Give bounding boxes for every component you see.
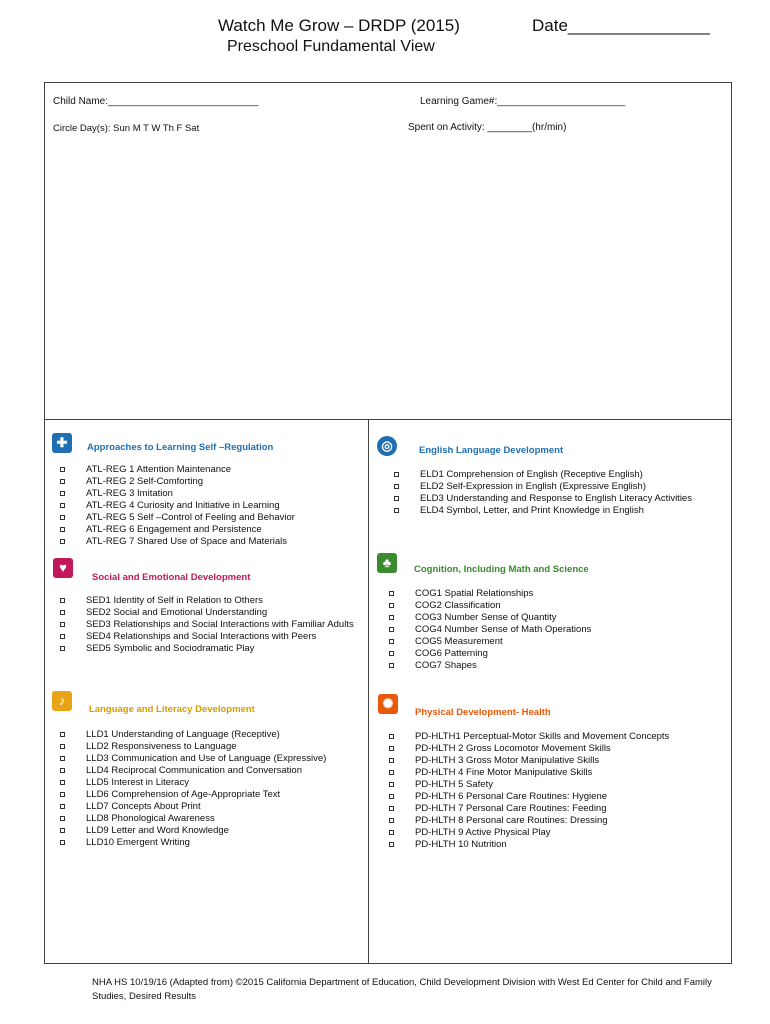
checkbox[interactable] xyxy=(394,472,399,477)
lld-item xyxy=(60,741,360,753)
atl-item-label: ATL-REG 7 Shared Use of Space and Materials xyxy=(86,536,288,547)
eld-item-label: ELD4 Symbol, Letter, and Print Knowledge in English xyxy=(420,505,644,516)
eld-section-title: English Language Development xyxy=(419,445,564,456)
checkbox[interactable] xyxy=(60,527,65,532)
checkbox[interactable] xyxy=(389,603,394,608)
pd-section-title: Physical Development- Health xyxy=(415,707,551,718)
checkbox[interactable] xyxy=(394,508,399,513)
eld-item xyxy=(394,505,724,517)
cog-item xyxy=(389,660,719,672)
atl-item xyxy=(60,488,360,500)
book-icon: ♪ xyxy=(52,691,72,711)
child-name-field[interactable]: Child Name:___________________________ xyxy=(53,96,259,107)
checkbox[interactable] xyxy=(60,780,65,785)
lld-item-label: LLD10 Emergent Writing xyxy=(86,837,190,848)
cog-item-label: COG1 Spatial Relationships xyxy=(415,588,534,599)
pd-item xyxy=(389,839,719,851)
eld-item-label: ELD3 Understanding and Response to English Literacy Activities xyxy=(420,493,692,504)
cog-item-list xyxy=(389,588,719,672)
lld-item xyxy=(60,825,360,837)
cog-item-label: COG3 Number Sense of Quantity xyxy=(415,612,557,623)
pd-item xyxy=(389,815,719,827)
pd-item xyxy=(389,827,719,839)
atl-item xyxy=(60,524,360,536)
checkbox[interactable] xyxy=(394,484,399,489)
lld-item-label: LLD1 Understanding of Language (Receptive) xyxy=(86,729,280,740)
cog-item xyxy=(389,648,719,660)
pd-item xyxy=(389,791,719,803)
checkbox[interactable] xyxy=(60,479,65,484)
puzzle-icon: ✚ xyxy=(52,433,72,453)
sed-item-label: SED1 Identity of Self in Relation to Others xyxy=(86,595,263,606)
atl-item xyxy=(60,476,360,488)
footer-note: NHA HS 10/19/16 (Adapted from) ©2015 California Department of Education, Child Development Division with West Ed Center for Child and Family Studies, Desired Results xyxy=(92,977,712,1002)
sed-item xyxy=(60,631,360,643)
checkbox[interactable] xyxy=(60,491,65,496)
checkbox[interactable] xyxy=(60,622,65,627)
cog-item xyxy=(389,600,719,612)
lld-item xyxy=(60,729,360,741)
atl-item-label: ATL-REG 2 Self-Comforting xyxy=(86,476,204,487)
checkbox[interactable] xyxy=(389,615,394,620)
pd-item-label: PD-HLTH 3 Gross Motor Manipulative Skills xyxy=(415,755,600,766)
checkbox[interactable] xyxy=(60,610,65,615)
pd-item-label: PD-HLTH 6 Personal Care Routines: Hygiene xyxy=(415,791,608,802)
pd-item xyxy=(389,803,719,815)
checkbox[interactable] xyxy=(389,734,394,739)
cog-item-label: COG7 Shapes xyxy=(415,660,477,671)
checkbox[interactable] xyxy=(389,842,394,847)
heart-icon: ♥ xyxy=(53,558,73,578)
checkbox[interactable] xyxy=(389,770,394,775)
checkbox[interactable] xyxy=(60,756,65,761)
atl-item-label: ATL-REG 4 Curiosity and Initiative in Learning xyxy=(86,500,280,511)
pd-item xyxy=(389,731,719,743)
pd-item xyxy=(389,779,719,791)
sed-section-title: Social and Emotional Development xyxy=(92,572,251,583)
section-divider xyxy=(44,419,732,420)
sun-icon: ✺ xyxy=(378,694,398,714)
checkbox[interactable] xyxy=(60,515,65,520)
atl-item xyxy=(60,464,360,476)
eld-item xyxy=(394,481,724,493)
cog-item xyxy=(389,612,719,624)
checkbox[interactable] xyxy=(389,651,394,656)
lld-item xyxy=(60,753,360,765)
sed-item-list xyxy=(60,595,360,655)
eld-item xyxy=(394,469,724,481)
eld-item xyxy=(394,493,724,505)
atl-item-label: ATL-REG 1 Attention Maintenance xyxy=(86,464,232,475)
lld-item xyxy=(60,837,360,849)
atl-item xyxy=(60,536,360,548)
lld-item-list xyxy=(60,729,360,849)
pd-item-label: PD-HLTH 4 Fine Motor Manipulative Skills xyxy=(415,767,593,778)
sed-item xyxy=(60,595,360,607)
checkbox[interactable] xyxy=(60,840,65,845)
atl-section-title: Approaches to Learning Self –Regulation xyxy=(87,442,274,453)
lld-item-label: LLD8 Phonological Awareness xyxy=(86,813,215,824)
cog-section-title: Cognition, Including Math and Science xyxy=(414,564,589,575)
checkbox[interactable] xyxy=(60,768,65,773)
checkbox[interactable] xyxy=(60,816,65,821)
pd-item xyxy=(389,755,719,767)
sed-item-label: SED3 Relationships and Social Interactions with Familiar Adults xyxy=(86,619,354,630)
lld-item xyxy=(60,765,360,777)
checkbox[interactable] xyxy=(389,806,394,811)
checkbox[interactable] xyxy=(389,663,394,668)
checkbox[interactable] xyxy=(60,634,65,639)
lld-section-title: Language and Literacy Development xyxy=(89,704,255,715)
checkbox[interactable] xyxy=(60,467,65,472)
cog-item xyxy=(389,636,719,648)
column-divider xyxy=(368,419,369,964)
sed-item xyxy=(60,607,360,619)
lld-item xyxy=(60,801,360,813)
cog-item-label: COG6 Patterning xyxy=(415,648,488,659)
checkbox[interactable] xyxy=(60,646,65,651)
atl-item-label: ATL-REG 6 Engagement and Persistence xyxy=(86,524,262,535)
sed-item xyxy=(60,619,360,631)
pd-item-label: PD-HLTH1 Perceptual-Motor Skills and Movement Concepts xyxy=(415,731,670,742)
pd-item-label: PD-HLTH 8 Personal care Routines: Dressing xyxy=(415,815,608,826)
eld-item-label: ELD2 Self-Expression in English (Expressive English) xyxy=(420,481,646,492)
lld-item-label: LLD7 Concepts About Print xyxy=(86,801,201,812)
pd-item xyxy=(389,743,719,755)
pd-item-label: PD-HLTH 7 Personal Care Routines: Feeding xyxy=(415,803,607,814)
spent-on-activity-field[interactable]: Spent on Activity: ________(hr/min) xyxy=(408,122,567,133)
cog-item-label: COG5 Measurement xyxy=(415,636,503,647)
cog-item xyxy=(389,624,719,636)
atl-item xyxy=(60,512,360,524)
checkbox[interactable] xyxy=(389,639,394,644)
checkbox[interactable] xyxy=(60,792,65,797)
checkbox[interactable] xyxy=(389,591,394,596)
sed-item xyxy=(60,643,360,655)
pd-item-list xyxy=(389,731,719,851)
eld-item-label: ELD1 Comprehension of English (Receptive English) xyxy=(420,469,643,480)
checkbox[interactable] xyxy=(60,732,65,737)
pd-item-label: PD-HLTH 10 Nutrition xyxy=(415,839,507,850)
cog-item-label: COG4 Number Sense of Math Operations xyxy=(415,624,592,635)
lld-item xyxy=(60,813,360,825)
circle-days-field[interactable]: Circle Day(s): Sun M T W Th F Sat xyxy=(53,123,200,134)
date-field[interactable]: Date_______________ xyxy=(532,16,710,35)
checkbox[interactable] xyxy=(389,818,394,823)
checkbox[interactable] xyxy=(389,782,394,787)
atl-item xyxy=(60,500,360,512)
learning-game-field[interactable]: Learning Game#:_______________________ xyxy=(420,96,626,107)
lld-item-label: LLD3 Communication and Use of Language (Expressive) xyxy=(86,753,327,764)
lld-item-label: LLD4 Reciprocal Communication and Conversation xyxy=(86,765,302,776)
globe-icon: ◎ xyxy=(377,436,397,456)
lld-item-label: LLD6 Comprehension of Age-Appropriate Text xyxy=(86,789,281,800)
lld-item-label: LLD9 Letter and Word Knowledge xyxy=(86,825,229,836)
pd-item xyxy=(389,767,719,779)
cog-item-label: COG2 Classification xyxy=(415,600,501,611)
pd-item-label: PD-HLTH 9 Active Physical Play xyxy=(415,827,551,838)
sed-item-label: SED5 Symbolic and Sociodramatic Play xyxy=(86,643,255,654)
form-title: Watch Me Grow – DRDP (2015) xyxy=(218,16,460,35)
checkbox[interactable] xyxy=(60,804,65,809)
checkbox[interactable] xyxy=(60,539,65,544)
eld-item-list xyxy=(394,469,724,517)
lld-item xyxy=(60,777,360,789)
atl-item-label: ATL-REG 3 Imitation xyxy=(86,488,173,499)
form-subtitle: Preschool Fundamental View xyxy=(227,38,435,55)
lld-item xyxy=(60,789,360,801)
checkbox[interactable] xyxy=(389,794,394,799)
atl-item-label: ATL-REG 5 Self –Control of Feeling and Behavior xyxy=(86,512,295,523)
science-icon: ♣ xyxy=(377,553,397,573)
checkbox[interactable] xyxy=(60,598,65,603)
checkbox[interactable] xyxy=(60,744,65,749)
sed-item-label: SED2 Social and Emotional Understanding xyxy=(86,607,268,618)
checkbox[interactable] xyxy=(389,746,394,751)
checkbox[interactable] xyxy=(389,627,394,632)
checkbox[interactable] xyxy=(389,830,394,835)
pd-item-label: PD-HLTH 5 Safety xyxy=(415,779,493,790)
checkbox[interactable] xyxy=(389,758,394,763)
sed-item-label: SED4 Relationships and Social Interactions with Peers xyxy=(86,631,317,642)
checkbox[interactable] xyxy=(60,503,65,508)
cog-item xyxy=(389,588,719,600)
checkbox[interactable] xyxy=(60,828,65,833)
atl-item-list xyxy=(60,464,360,548)
pd-item-label: PD-HLTH 2 Gross Locomotor Movement Skills xyxy=(415,743,611,754)
lld-item-label: LLD2 Responsiveness to Language xyxy=(86,741,237,752)
lld-item-label: LLD5 Interest in Literacy xyxy=(86,777,189,788)
checkbox[interactable] xyxy=(394,496,399,501)
